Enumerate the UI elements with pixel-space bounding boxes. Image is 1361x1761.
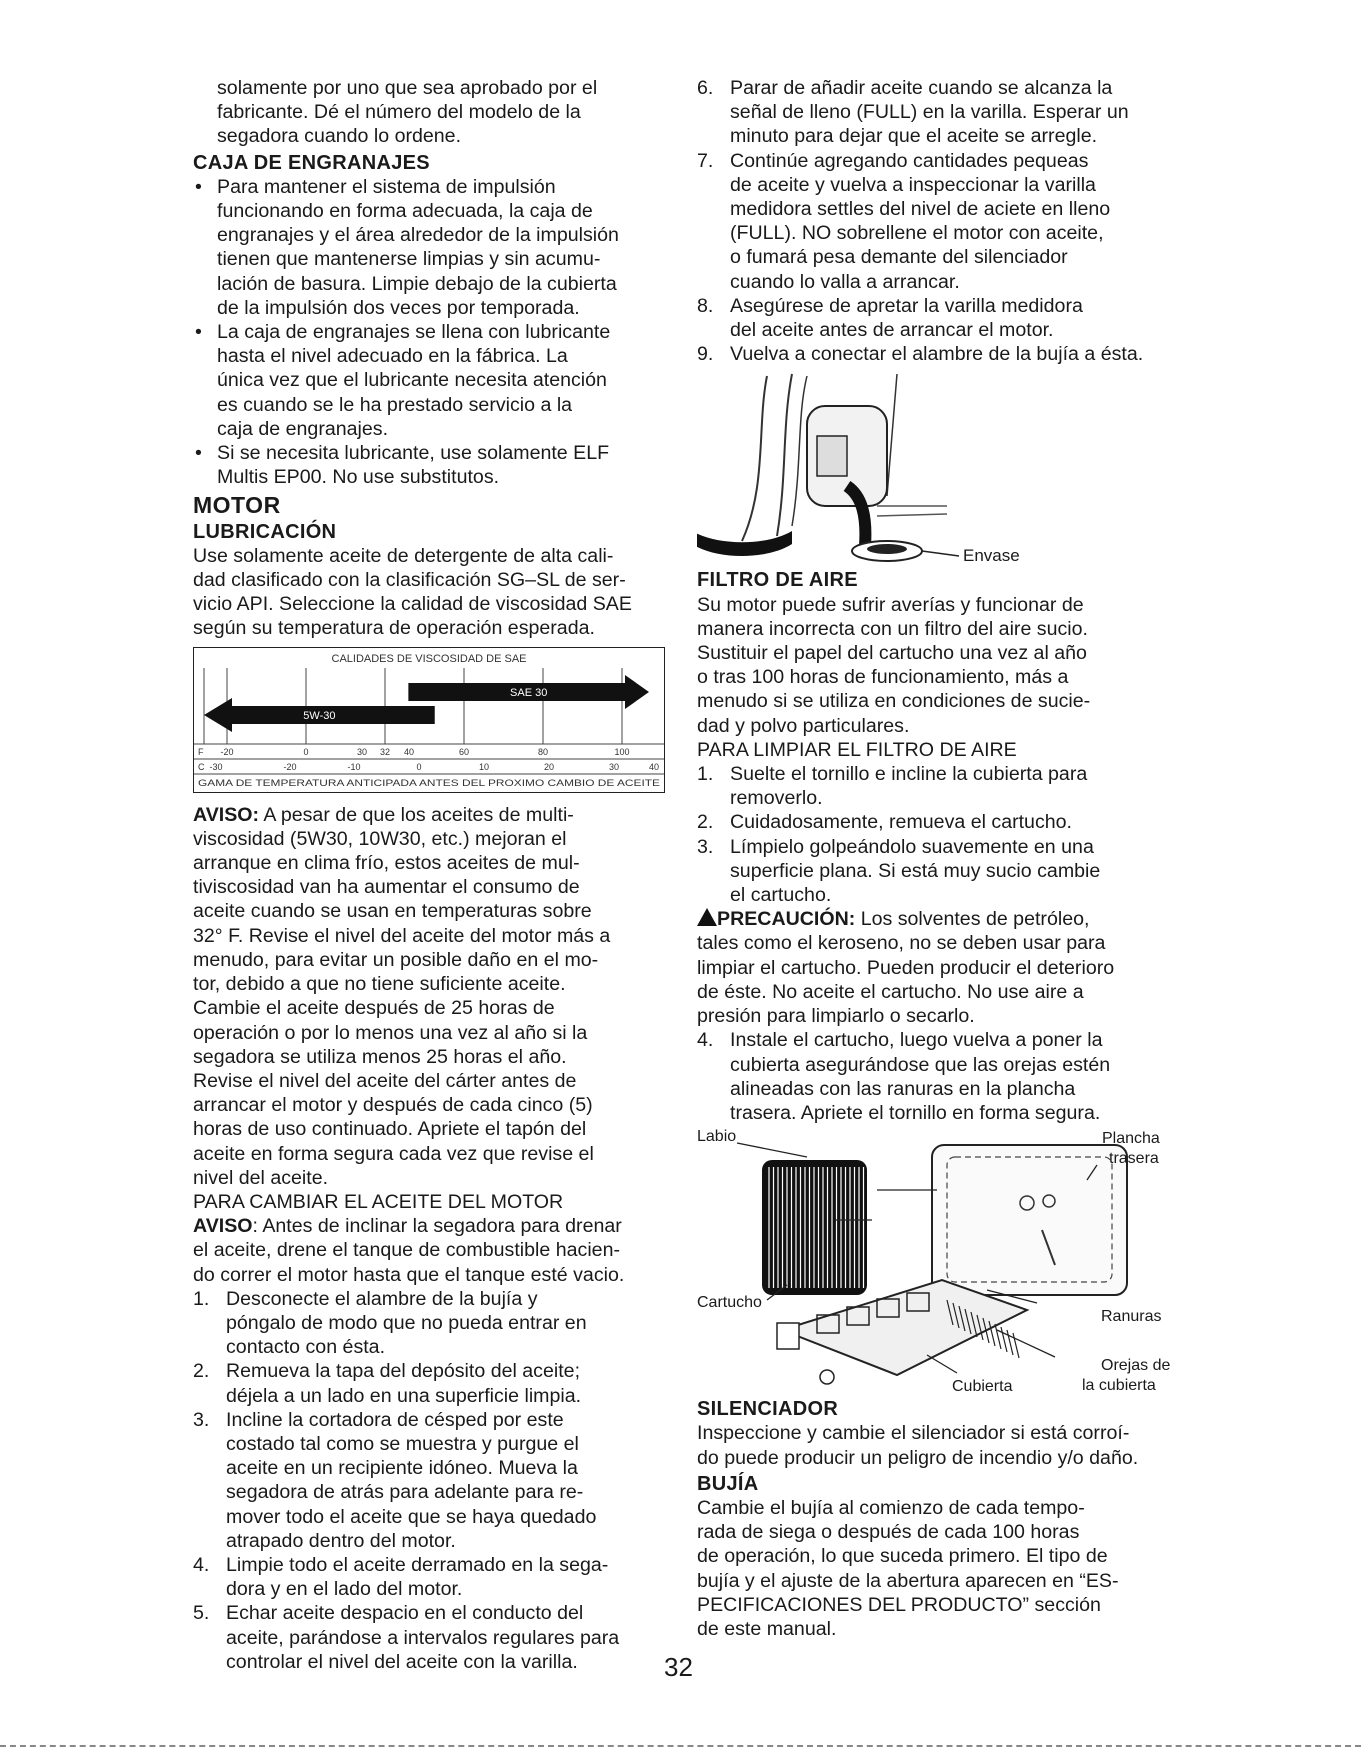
aviso-text: aceite cuando se usan en temperaturas sobre — [193, 900, 592, 923]
numbered-step — [697, 294, 1172, 342]
aviso2-text: : Antes de inclinar la segadora para drenar — [252, 1215, 622, 1238]
f-tick-label: 0 — [303, 746, 309, 757]
step-line: alineadas con las ranuras en la plancha — [730, 1077, 1076, 1100]
step-line: atrapado dentro del motor. — [226, 1529, 456, 1552]
aviso-text: nivel del aceite. — [193, 1166, 329, 1189]
aviso-line — [193, 1093, 663, 1117]
step-line: Vuelva a conectar el alambre de la bujía a ésta. — [730, 343, 1144, 366]
step-line: (FULL). NO sobrellene el motor con aceite, — [730, 222, 1104, 245]
bullet-icon: • — [195, 442, 202, 465]
chart-footer: GAMA DE TEMPERATURA ANTICIPADA ANTES DEL PROXIMO CAMBIO DE ACEITE — [198, 777, 660, 788]
aviso-text: arrancar el motor y después de cada cinco (5) — [193, 1094, 593, 1117]
aviso-line — [193, 1117, 663, 1141]
step-line: Límpielo golpeándolo suavemente en una — [730, 835, 1094, 858]
f-tick-label: 100 — [614, 746, 630, 757]
bullet-line: es cuando se le ha prestado servicio a la — [217, 393, 573, 416]
warning-icon — [697, 908, 717, 926]
c-tick-label: 0 — [416, 761, 422, 772]
precaucion-label: PRECAUCIÓN: — [717, 908, 856, 931]
numbered-step — [697, 149, 1172, 294]
bullet-line: Si se necesita lubricante, use solamente ELF — [217, 442, 610, 465]
heading-bujia: BUJÍA — [697, 1472, 759, 1495]
bullet-item — [193, 441, 663, 489]
bujia-line: PECIFICACIONES DEL PRODUCTO” sección — [697, 1593, 1101, 1616]
lubricacion-line: según su temperatura de operación esperada. — [193, 617, 595, 640]
step-line: Instale el cartucho, luego vuelva a poner la — [730, 1029, 1103, 1052]
heading-cambiar-aceite: PARA CAMBIAR EL ACEITE DEL MOTOR — [193, 1190, 564, 1213]
aviso-text: A pesar de que los aceites de multi- — [259, 803, 574, 826]
step-line: minuto para dejar que el aceite se arregle. — [730, 125, 1098, 148]
aviso-line — [193, 972, 663, 996]
step-line: Asegúrese de apretar la varilla medidora — [730, 294, 1083, 317]
aviso2-line — [193, 1238, 663, 1262]
right-column — [697, 76, 1172, 1641]
heading-limpiar-filtro: PARA LIMPIAR EL FILTRO DE AIRE — [697, 738, 1017, 761]
precaucion-text: Los solventes de petróleo, — [855, 908, 1090, 931]
c-tick-label: 30 — [608, 761, 620, 772]
aviso-line — [193, 1069, 663, 1093]
aviso-line — [193, 827, 663, 851]
step-number: 2. — [697, 811, 714, 834]
aviso-line — [193, 1021, 663, 1045]
step-line: Cuidadosamente, remueva el cartucho. — [730, 811, 1072, 834]
aviso-text: Revise el nivel del aceite del cárter antes de — [193, 1069, 577, 1092]
chart-title: CALIDADES DE VISCOSIDAD DE SAE — [331, 652, 527, 665]
aviso2-text: do correr el motor hasta que el tanque esté vacio. — [193, 1263, 625, 1286]
bullet-line: caja de engranajes. — [217, 417, 389, 440]
aviso2-text: el aceite, drene el tanque de combustible hacien- — [193, 1239, 620, 1262]
aviso-text: aceite en forma segura cada vez que revise el — [193, 1142, 594, 1165]
step-line: trasera. Apriete el tornillo en forma segura. — [730, 1101, 1101, 1124]
filtro-line: o tras 100 horas de funcionamiento, más a — [697, 666, 1069, 689]
bullet-line: La caja de engranajes se llena con lubricante — [217, 321, 611, 344]
aviso2-paragraph — [193, 1214, 663, 1287]
step-line: del aceite antes de arrancar el motor. — [730, 319, 1054, 342]
aviso-text: arranque en clima frío, estos aceites de mul- — [193, 852, 580, 875]
figure-label-cubierta: Cubierta — [952, 1378, 1013, 1396]
step-line: póngalo de modo que no pueda entrar en — [226, 1311, 587, 1334]
aviso-line — [193, 899, 663, 923]
step-number: 6. — [697, 77, 714, 99]
precaucion-line — [697, 956, 1172, 980]
page-number: 32 — [664, 1652, 693, 1682]
f-tick-label: 60 — [458, 746, 470, 757]
step-line: segadora de atrás para adelante para re- — [226, 1481, 584, 1504]
lubricacion-line: dad clasificado con la clasificación SG–SL de ser- — [193, 569, 626, 592]
aviso-line — [193, 996, 663, 1020]
step-number: 4. — [193, 1553, 210, 1576]
aviso-text: viscosidad (5W30, 10W30, etc.) mejoran el — [193, 827, 567, 850]
filtro-line: menudo si se utiliza en condiciones de sucie- — [697, 690, 1091, 713]
precaucion-line — [697, 980, 1172, 1004]
bullet-line: única vez que el lubricante necesita atención — [217, 369, 607, 392]
aviso-line — [193, 924, 663, 948]
filtro-line: Su motor puede sufrir averías y funcionar de — [697, 593, 1084, 616]
bullet-icon: • — [195, 175, 202, 198]
c-axis-label: C — [198, 761, 205, 772]
bullet-item — [193, 320, 663, 441]
figure-label-ranuras: Ranuras — [1101, 1308, 1162, 1326]
figure-label-orejas1: Orejas de — [1101, 1357, 1171, 1375]
bullet-line: funcionando en forma adecuada, la caja de — [217, 200, 593, 223]
filtro-line: manera incorrecta con un filtro del aire sucio. — [697, 617, 1088, 640]
aviso-line — [193, 948, 663, 972]
numbered-step — [697, 76, 1172, 149]
step-number: 1. — [193, 1287, 210, 1310]
aviso-line — [193, 803, 663, 827]
envase-label: Envase — [963, 546, 1020, 566]
step-number: 1. — [697, 763, 714, 786]
step-number: 3. — [193, 1408, 210, 1431]
c-tick-label: -20 — [283, 761, 297, 772]
aviso2-line — [193, 1214, 663, 1238]
c-tick-label: 10 — [478, 761, 490, 772]
intro-text — [193, 76, 663, 149]
aviso-text: tiviscosidad van ha aumentar el consumo de — [193, 876, 580, 899]
bullet-line: tienen que mantenerse limpias y sin acumu- — [217, 248, 601, 271]
silenciador-line: Inspeccione y cambie el silenciador si está corroí- — [697, 1422, 1130, 1445]
bar-label-5w30: 5W-30 — [303, 709, 336, 722]
bujia-line: bujía y el ajuste de la abertura aparecen en “ES- — [697, 1569, 1119, 1592]
numbered-step — [193, 1601, 663, 1674]
step-line: Continúe agregando cantidades pequeas — [730, 149, 1089, 172]
c-tick-label: 20 — [543, 761, 555, 772]
c-tick-label: -10 — [347, 761, 361, 772]
aviso-text: Cambie el aceite después de 25 horas de — [193, 997, 555, 1020]
aviso-line — [193, 1166, 663, 1190]
bullet-line: lación de basura. Limpie debajo de la cubierta — [217, 272, 617, 295]
step-number: 2. — [193, 1360, 210, 1383]
f-tick-label: 30 — [356, 746, 368, 757]
aviso2-label: AVISO — [193, 1215, 253, 1238]
aviso-line — [193, 851, 663, 875]
bottom-rule — [0, 1745, 1361, 1747]
heading-lubricacion: LUBRICACIÓN — [193, 520, 337, 543]
intro-line: segadora cuando lo ordene. — [217, 125, 462, 148]
step-line: o fumará pesa demante del silenciador — [730, 246, 1068, 269]
numbered-step — [193, 1359, 663, 1407]
step-number: 7. — [697, 149, 714, 172]
numbered-step — [697, 810, 1172, 834]
f-tick-label: 80 — [537, 746, 549, 757]
bujia-line: de operación, lo que suceda primero. El tipo de — [697, 1545, 1108, 1568]
intro-line: solamente por uno que sea aprobado por el — [217, 77, 598, 99]
step-line: removerlo. — [730, 787, 823, 810]
figure-label-labio: Labio — [697, 1128, 737, 1146]
bullet-icon: • — [195, 321, 202, 344]
c-tick-label: 40 — [648, 761, 660, 772]
intro-line: fabricante. Dé el número del modelo de la — [217, 101, 581, 124]
heading-silenciador: SILENCIADOR — [697, 1398, 839, 1421]
step-line: aceite, parándose a intervalos regulares para — [226, 1626, 620, 1649]
step-number: 9. — [697, 343, 714, 366]
step-number: 8. — [697, 294, 714, 317]
f-tick-label: -20 — [220, 746, 234, 757]
aviso-text: menudo, para evitar un posible daño en el mo- — [193, 948, 599, 971]
lubricacion-line: Use solamente aceite de detergente de alta cali- — [193, 544, 614, 567]
precaucion-line — [697, 931, 1172, 955]
aviso-line — [193, 875, 663, 899]
heading-caja-engranajes: CAJA DE ENGRANAJES — [193, 151, 430, 174]
precaucion-text: de éste. No aceite el cartucho. No use aire a — [697, 980, 1084, 1003]
step-line: Desconecte el alambre de la bujía y — [226, 1287, 538, 1310]
numbered-step — [697, 1028, 1172, 1125]
numbered-step — [697, 342, 1172, 366]
step-number: 5. — [193, 1602, 210, 1625]
lubricacion-line: vicio API. Seleccione la calidad de viscosidad SAE — [193, 593, 632, 616]
heading-motor: MOTOR — [193, 492, 281, 519]
aviso-text: segadora se utiliza menos 25 horas el año. — [193, 1045, 567, 1068]
figure-label-cartucho: Cartucho — [697, 1294, 762, 1312]
figure-label-plancha: Plancha — [1102, 1130, 1160, 1148]
left-column — [193, 76, 663, 1674]
step-line: déjela a un lado en una superficie limpia. — [226, 1384, 582, 1407]
numbered-step — [193, 1408, 663, 1553]
bar-label-sae30: SAE 30 — [510, 686, 548, 699]
aviso-text: tor, debido a que no tiene suficiente aceite. — [193, 973, 566, 996]
step-line: controlar el nivel del aceite con la varilla. — [226, 1650, 578, 1673]
filtro-line: Sustituir el papel del cartucho una vez al año — [697, 642, 1087, 665]
precaucion-text: presión para limpiarlo o secarlo. — [697, 1005, 975, 1028]
numbered-step — [193, 1553, 663, 1601]
step-line: cubierta asegurándose que las orejas estén — [730, 1053, 1111, 1076]
step-number: 3. — [697, 835, 714, 858]
oil-pour-illustration — [697, 366, 1172, 566]
bullet-line: Para mantener el sistema de impulsión — [217, 175, 556, 198]
step-line: Parar de añadir aceite cuando se alcanza la — [730, 77, 1113, 99]
bullet-item — [193, 175, 663, 320]
step-number: 4. — [697, 1029, 714, 1052]
step-line: el cartucho. — [730, 884, 832, 907]
step-line: contacto con ésta. — [226, 1336, 386, 1359]
figure-label-orejas2: la cubierta — [1082, 1377, 1156, 1395]
numbered-step — [697, 835, 1172, 908]
step-line: cuando lo valla a arrancar. — [730, 270, 960, 293]
aviso-paragraph — [193, 803, 663, 1190]
precaucion-line — [697, 907, 1172, 931]
precaucion-line — [697, 1004, 1172, 1028]
bullet-line: engranajes y el área alrededor de la impulsión — [217, 224, 619, 247]
step-line: costado tal como se muestra y purgue el — [226, 1432, 579, 1455]
step-line: Limpie todo el aceite derramado en la sega- — [226, 1553, 609, 1576]
aviso-line — [193, 1045, 663, 1069]
numbered-step — [193, 1287, 663, 1360]
c-tick-label: -30 — [209, 761, 223, 772]
step-line: mover todo el aceite que se haya quedado — [226, 1505, 597, 1528]
bujia-line: Cambie el bujía al comienzo de cada tempo- — [697, 1496, 1085, 1519]
step-line: señal de lleno (FULL) en la varilla. Esperar un — [730, 101, 1129, 124]
f-tick-label: 32 — [379, 746, 391, 757]
heading-filtro-aire: FILTRO DE AIRE — [697, 569, 858, 592]
numbered-step — [697, 762, 1172, 810]
step-line: Remueva la tapa del depósito del aceite; — [226, 1360, 581, 1383]
bullet-line: Multis EP00. No use substitutos. — [217, 466, 500, 489]
aviso-text: operación o por lo menos una vez al año si la — [193, 1021, 588, 1044]
step-line: superficie plana. Si está muy sucio cambie — [730, 859, 1101, 882]
step-line: dora y en el lado del motor. — [226, 1578, 463, 1601]
step-line: aceite en un recipiente idóneo. Mueva la — [226, 1457, 578, 1480]
aviso-text: horas de uso continuado. Apriete el tapón del — [193, 1118, 587, 1141]
aviso-text: 32° F. Revise el nivel del aceite del motor más a — [193, 924, 611, 947]
silenciador-line: do puede producir un peligro de incendio y/o daño. — [697, 1446, 1139, 1469]
precaucion-paragraph — [697, 907, 1172, 1028]
step-line: Echar aceite despacio en el conducto del — [226, 1602, 584, 1625]
precaucion-text: tales como el keroseno, no se deben usar para — [697, 932, 1106, 955]
precaucion-text: limpiar el cartucho. Pueden producir el deterioro — [697, 956, 1115, 979]
aviso-label: AVISO: — [193, 803, 260, 826]
bullet-line: hasta el nivel adecuado en la fábrica. La — [217, 345, 568, 368]
step-line: de aceite y vuelva a inspeccionar la varilla — [730, 173, 1096, 196]
f-tick-label: 40 — [403, 746, 415, 757]
bullet-line: de la impulsión dos veces por temporada. — [217, 296, 580, 319]
bujia-line: rada de siega o después de cada 100 horas — [697, 1521, 1080, 1544]
step-line: Incline la cortadora de césped por este — [226, 1408, 564, 1431]
viscosity-chart — [193, 647, 665, 793]
filtro-line: dad y polvo particulares. — [697, 714, 910, 737]
step-line: medidora settles del nivel de aciete en lleno — [730, 198, 1111, 221]
viscosity-chart-svg — [194, 648, 664, 792]
aviso-line — [193, 1142, 663, 1166]
figure-label-trasera: trasera — [1109, 1150, 1159, 1168]
step-line: Suelte el tornillo e incline la cubierta para — [730, 763, 1088, 786]
aviso2-line — [193, 1263, 663, 1287]
f-axis-label: F — [198, 746, 204, 757]
air-filter-illustration — [697, 1125, 1172, 1395]
bujia-line: de este manual. — [697, 1617, 837, 1640]
